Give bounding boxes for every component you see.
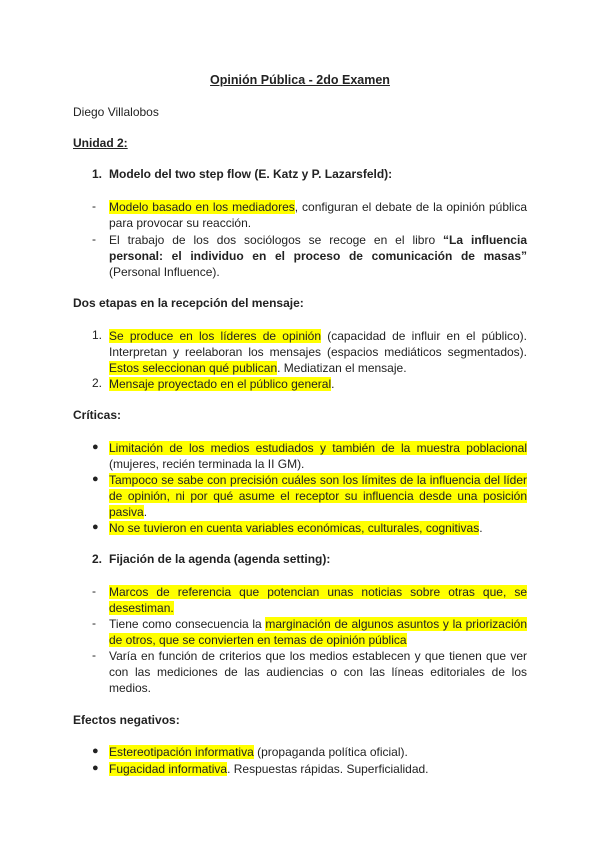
list-item [109,616,527,648]
list-item [109,328,527,377]
highlighted-text: Estereotipación informativa [109,745,254,759]
item-text: (mujeres, recién terminada la II GM). [109,457,305,472]
section-1-heading: Modelo del two step flow (E. Katz y P. Lazarsfeld): [109,167,393,181]
item-text: . [331,377,335,391]
item-tail: (Personal Influence). [109,265,220,280]
highlighted-text: Tampoco se sabe con precisión cuáles son los límites de la influencia del líder de opinión, ni por qué asume el receptor su influencia desde una posición pasiva [109,473,527,520]
item-text: . Respuestas rápidas. Superficialidad. [227,762,429,776]
item-text: , configuran el debate de la opinión pública para provocar su reacción. [109,200,528,231]
list-item [109,472,527,521]
item-text: . [479,521,483,535]
dash-marker: - [92,584,96,598]
highlighted-text: Modelo basado en los mediadores [109,200,295,214]
section-1-number: 1. [92,167,103,181]
dash-marker: - [92,199,96,213]
highlighted-text: Se produce en los líderes de opinión [109,329,322,343]
highlighted-text: marginación de algunos asuntos y la priorización de otros, que se convierten en temas de opinión pública [109,617,527,648]
item-text: Tiene como consecuencia la [109,617,266,631]
item-tail: . Mediatizan el mensaje. [277,361,407,376]
item-number: 1. [92,328,103,342]
list-item [109,199,527,231]
section-2-heading: Fijación de la agenda (agenda setting): [109,552,331,566]
dash-marker: - [92,616,96,630]
bullet-marker: ● [92,521,99,533]
list-item [109,761,527,777]
list-item [109,744,527,760]
highlighted-text: Fugacidad informativa [109,762,228,776]
unit-heading: Unidad 2: [73,136,128,150]
item-number: 2. [92,376,103,390]
document-title: Opinión Pública - 2do Examen [210,73,390,87]
dash-marker: - [92,648,96,662]
section-2-number: 2. [92,552,103,566]
list-item [109,232,527,281]
efectos-heading: Efectos negativos: [73,713,180,727]
highlighted-text: Estos seleccionan qué publican [109,361,278,376]
list-item [109,584,527,616]
item-text: (capacidad de influir en el público). Interpretan y reelaboran los mensajes (espacios mediáticos segmentados). [109,329,527,360]
list-item [109,520,527,536]
list-item [109,648,527,697]
highlighted-text: No se tuvieron en cuenta variables económicas, culturales, cognitivas [109,521,480,535]
item-text: Varía en función de criterios que los medios establecen y que tienen que ver con las mediciones de las audiencias o con las líneas editoriales de los medios. [109,649,527,696]
item-text: . [143,505,148,520]
highlighted-text: Limitación de los medios estudiados y también de la muestra poblacional [109,441,527,455]
bullet-marker: ● [92,762,99,774]
bullet-marker: ● [92,473,99,485]
dash-marker: - [92,232,96,246]
book-title: “La influencia personal: el individuo en el proceso de comunicación de masas” [109,233,527,264]
list-item [109,440,527,472]
highlighted-text: Marcos de referencia que potencian unas noticias sobre otras que, se desestiman. [109,585,527,616]
criticas-heading: Críticas: [73,408,122,422]
author-name: Diego Villalobos [73,105,159,119]
item-text: El trabajo de los dos sociólogos se recoge en el libro [109,233,444,247]
bullet-marker: ● [92,441,99,453]
bullet-marker: ● [92,745,99,757]
item-text: (propaganda política oficial). [253,745,408,759]
etapas-heading: Dos etapas en la recepción del mensaje: [73,296,304,310]
list-item [109,376,527,392]
highlighted-text: Mensaje proyectado en el público general [109,377,332,391]
